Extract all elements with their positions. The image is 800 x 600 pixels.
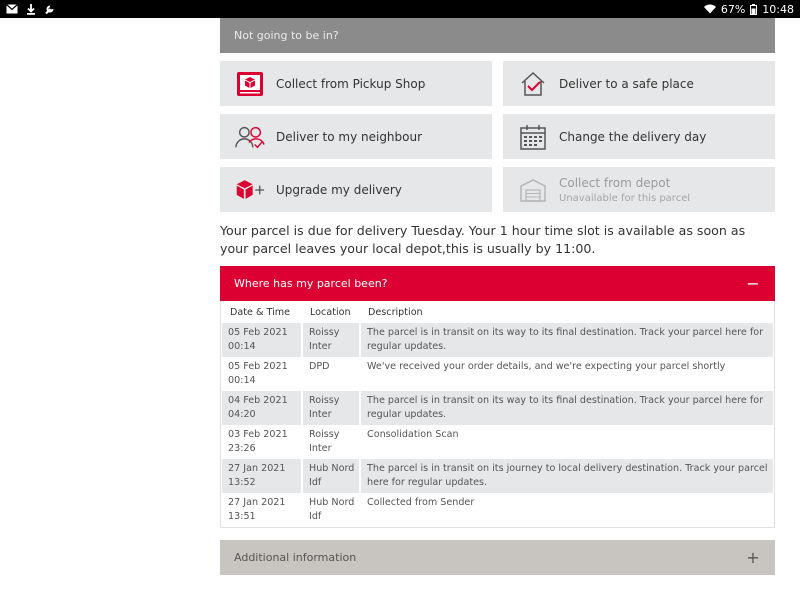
row-time: 23:26 [228, 443, 256, 454]
column-description: Description [368, 306, 423, 318]
row-description: We've received your order details, and we're expecting your parcel shortly [360, 357, 773, 391]
change-delivery-day-button[interactable] [503, 114, 775, 159]
row-location: Roissy Inter [302, 391, 360, 425]
safe-place-button[interactable] [503, 61, 775, 106]
tracking-table-header [222, 301, 773, 323]
row-date-time [222, 391, 302, 425]
not-in-title: Not going to be in? [234, 29, 339, 42]
collect-depot-label: Collect from depot [559, 175, 671, 190]
delivery-due-message: Your parcel is due for delivery Tuesday. Your 1 hour time slot is available as soon as your parcel leaves your local depot,this is usually by 11:00. [220, 223, 746, 256]
row-location: DPD [302, 357, 360, 391]
collect-depot-unavailable-note: Unavailable for this parcel [559, 192, 691, 204]
change-delivery-day-label: Change the delivery day [559, 129, 707, 144]
table-row [222, 459, 773, 493]
row-time: 00:14 [228, 341, 256, 352]
row-location: Hub Nord Idf [302, 493, 360, 527]
row-description: The parcel is in transit on its way to its final destination. Track your parcel here for regular updates. [360, 391, 773, 425]
wrench-icon [44, 4, 55, 15]
table-row [222, 323, 773, 357]
battery-icon [750, 4, 757, 15]
tracking-table [222, 301, 773, 527]
row-description: Collected from Sender [360, 493, 773, 527]
delivery-options [220, 61, 775, 212]
neighbour-button[interactable] [220, 114, 492, 159]
row-date: 27 Jan 2021 [228, 463, 286, 474]
table-row [222, 357, 773, 391]
additional-information-header[interactable] [220, 540, 775, 575]
row-date-time [222, 323, 302, 357]
row-date: 05 Feb 2021 [228, 327, 288, 338]
row-date: 05 Feb 2021 [228, 361, 288, 372]
neighbour-label: Deliver to my neighbour [276, 129, 423, 144]
row-time: 04:20 [228, 409, 256, 420]
parcel-page [220, 18, 775, 575]
collect-depot-button [503, 167, 775, 212]
column-date-time: Date & Time [230, 306, 290, 318]
collect-pickup-shop-label: Collect from Pickup Shop [276, 76, 426, 91]
calendar-icon [518, 122, 548, 152]
row-date: 04 Feb 2021 [228, 395, 288, 406]
download-icon [26, 4, 36, 15]
row-description: The parcel is in transit on its way to its final destination. Track your parcel here for regular updates. [360, 323, 773, 357]
tracking-history-title: Where has my parcel been? [234, 277, 388, 290]
row-date: 27 Jan 2021 [228, 497, 286, 508]
clock-time: 10:48 [762, 2, 794, 16]
upgrade-icon [235, 175, 265, 205]
table-row [222, 425, 773, 459]
row-description: The parcel is in transit on its journey to local delivery destination. Track your parcel here for regular updates. [360, 459, 773, 493]
not-in-header [220, 18, 775, 53]
row-location: Hub Nord Idf [302, 459, 360, 493]
mail-icon [6, 4, 18, 14]
row-time: 00:14 [228, 375, 256, 386]
safe-place-icon [518, 69, 548, 99]
collect-pickup-shop-button[interactable] [220, 61, 492, 106]
row-location: Roissy Inter [302, 323, 360, 357]
wifi-icon [704, 4, 716, 14]
collapse-icon[interactable]: − [746, 274, 760, 293]
safe-place-label: Deliver to a safe place [559, 76, 694, 91]
additional-information-title: Additional information [234, 551, 357, 564]
row-date-time [222, 425, 302, 459]
battery-level: 67% [720, 2, 746, 16]
row-date-time [222, 459, 302, 493]
tracking-table-container [220, 301, 775, 528]
upgrade-delivery-button[interactable] [220, 167, 492, 212]
column-location: Location [310, 306, 351, 318]
status-bar [0, 0, 800, 18]
tracking-history-header[interactable] [220, 266, 775, 301]
row-location: Roissy Inter [302, 425, 360, 459]
row-time: 13:51 [228, 511, 256, 522]
upgrade-delivery-label: Upgrade my delivery [276, 182, 402, 197]
table-row [222, 391, 773, 425]
row-date: 03 Feb 2021 [228, 429, 288, 440]
row-date-time [222, 357, 302, 391]
depot-icon [518, 175, 548, 205]
row-time: 13:52 [228, 477, 256, 488]
expand-icon[interactable]: + [746, 548, 760, 567]
pickup-shop-icon [235, 69, 265, 99]
row-description: Consolidation Scan [360, 425, 773, 459]
table-row [222, 493, 773, 527]
row-date-time [222, 493, 302, 527]
neighbour-icon [235, 122, 265, 152]
